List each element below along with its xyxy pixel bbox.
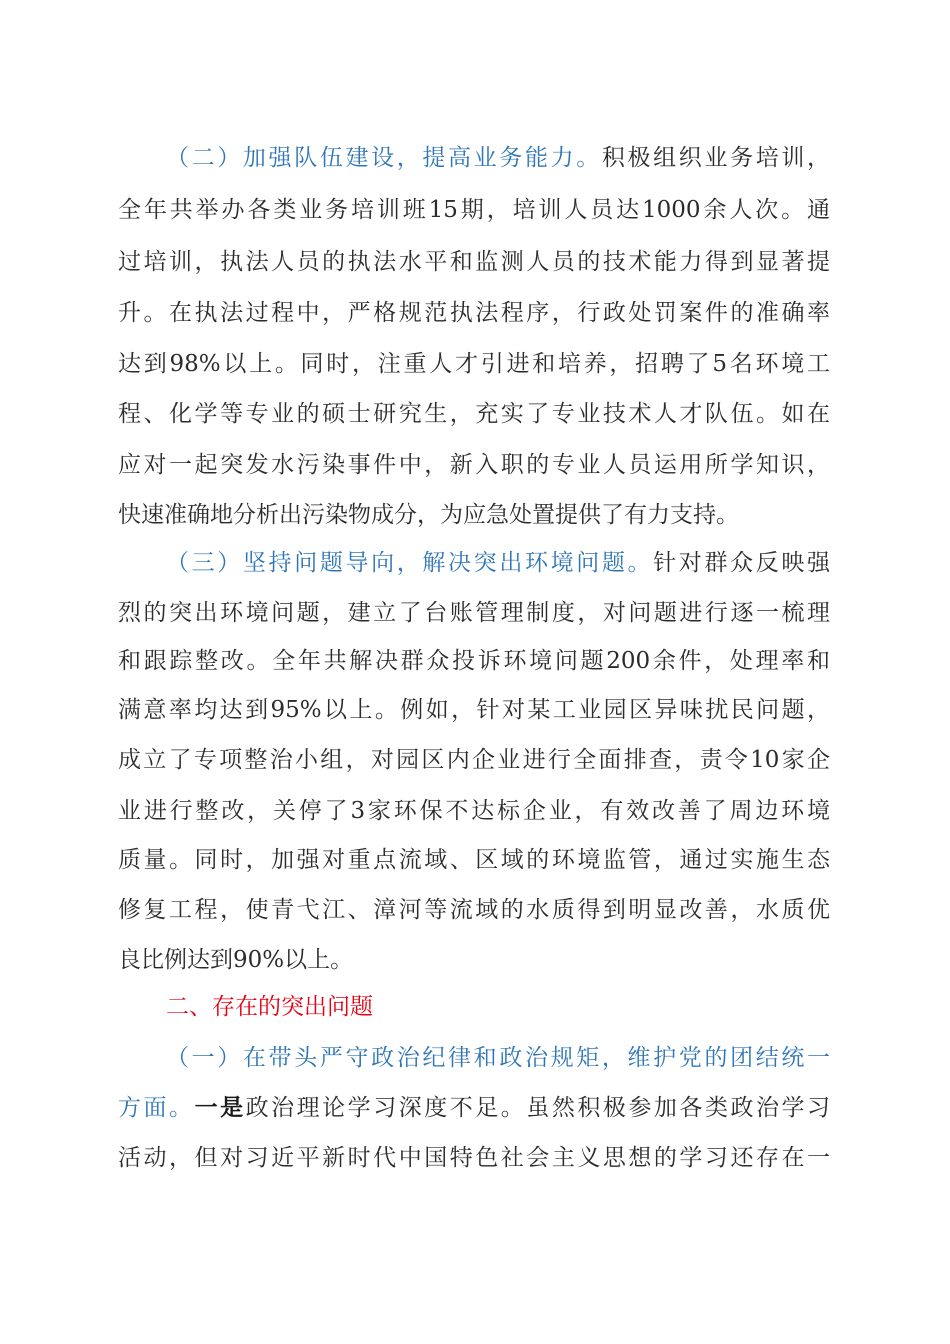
section-3-line-4: 满意率均达到95%以上。例如，针对某工业园区异味扰民问题，	[118, 697, 830, 723]
section-3-line-5: 成立了专项整治小组，对园区内企业进行全面排查，责令10家企	[118, 747, 830, 773]
section-3-line-3: 和跟踪整改。全年共解决群众投诉环境问题200余件，处理率和	[118, 648, 830, 674]
problem-1-text: 政治理论学习深度不足。虽然积极参加各类政治学习	[245, 1095, 831, 1121]
section-3-line-8: 修复工程，使青弋江、漳河等流域的水质得到明显改善，水质优	[118, 897, 830, 923]
section-3-text: 针对群众反映强	[653, 550, 831, 576]
part-2-heading: 二、存在的突出问题	[166, 994, 373, 1020]
problem-1-line-2	[118, 1088, 830, 1128]
problem-1-lead: 一是	[194, 1095, 246, 1121]
section-2-line-1	[166, 138, 830, 178]
section-3-line-1	[166, 543, 830, 583]
section-3-line-2: 烈的突出环境问题，建立了台账管理制度，对问题进行逐一梳理	[118, 600, 830, 626]
problem-1-heading-line-1: （一）在带头严守政治纪律和政治规矩，维护党的团结统一	[166, 1045, 830, 1071]
section-2-line-6: 程、化学等专业的硕士研究生，充实了专业技术人才队伍。如在	[118, 401, 830, 427]
section-2-line-2: 全年共举办各类业务培训班15期，培训人员达1000余人次。通	[118, 197, 830, 223]
problem-1-line-3: 活动，但对习近平新时代中国特色社会主义思想的学习还存在一	[118, 1145, 830, 1171]
section-2-line-4: 升。在执法过程中，严格规范执法程序，行政处罚案件的准确率	[118, 300, 830, 326]
section-3-line-6: 业进行整改，关停了3家环保不达标企业，有效改善了周边环境	[118, 798, 830, 824]
problem-1-line-1	[166, 1038, 830, 1078]
problem-1-heading-line-2: 方面。	[118, 1095, 195, 1121]
section-2-line-5: 达到98%以上。同时，注重人才引进和培养，招聘了5名环境工	[118, 351, 830, 377]
section-2-line-3: 过培训，执法人员的执法水平和监测人员的技术能力得到显著提	[118, 249, 830, 275]
section-2-text: 积极组织业务培训，	[601, 145, 831, 171]
section-3-heading: （三）坚持问题导向，解决突出环境问题。	[166, 550, 654, 576]
section-2-line-7: 应对一起突发水污染事件中，新入职的专业人员运用所学知识，	[118, 452, 830, 478]
section-3-line-7: 质量。同时，加强对重点流域、区域的环境监管，通过实施生态	[118, 847, 830, 873]
section-3-line-9: 良比例达到90%以上。	[118, 947, 354, 973]
section-2-line-8: 快速准确地分析出污染物成分，为应急处置提供了有力支持。	[118, 502, 739, 528]
section-2-heading: （二）加强队伍建设，提高业务能力。	[166, 145, 602, 171]
